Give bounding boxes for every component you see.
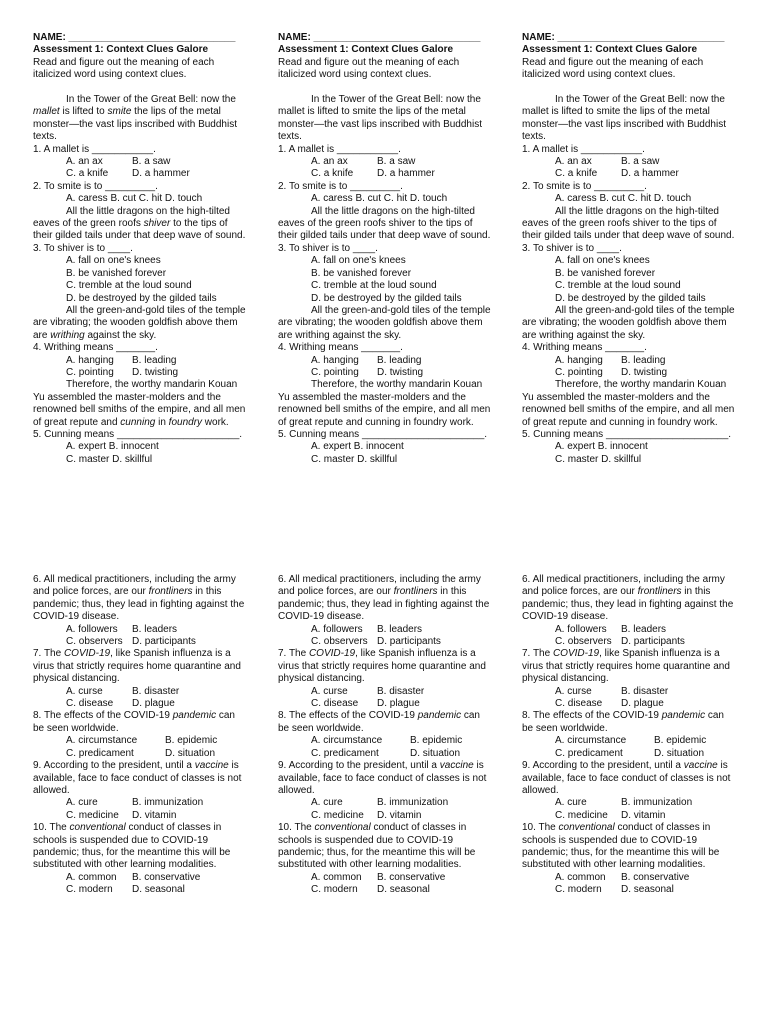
q7-options-ab: A. curse B. disaster <box>555 685 669 697</box>
question-6: 6. All medical practitioners, including the army and police forces, are our frontliners in this pandemic; thus, they lead in fighting against the COVID-19 disease. <box>278 574 490 623</box>
passage-1: In the Tower of the Great Bell: now the mallet is lifted to smite the lips of the metal monster—the vast lips inscribed with Buddhist texts. <box>33 94 237 143</box>
q7-options-ab: A. curse B. disaster <box>311 685 425 697</box>
question-10: 10. The conventional conduct of classes in schools is suspended due to COVID-19 pandemic; thus, for the meantime this will be substituted with other learning modalities. <box>33 822 231 871</box>
question-2: 2. To smite is to _________. <box>33 180 158 192</box>
q5-options-ab: A. expert B. innocent <box>66 441 159 453</box>
q1-options-ab: A. an ax B. a saw <box>555 156 660 168</box>
q7-options-cd: C. disease D. plague <box>555 698 664 710</box>
q8-options-ab: A. circumstance B. epidemic <box>311 735 463 747</box>
q4-options-cd: C. pointing D. twisting <box>311 366 424 378</box>
question-6: 6. All medical practitioners, including the army and police forces, are our frontliners in this pandemic; thus, they lead in fighting against the COVID-19 disease. <box>33 574 245 623</box>
question-7: 7. The COVID-19, like Spanish influenza is a virus that strictly requires home quarantine and physical distancing. <box>522 648 730 685</box>
q3-option-b: B. be vanished forever <box>66 267 167 279</box>
q10-options-cd: C. modern D. seasonal <box>66 884 185 896</box>
q10-options-cd: C. modern D. seasonal <box>555 884 674 896</box>
q8-options-cd: C. predicament D. situation <box>555 747 705 759</box>
q2-options: A. caress B. cut C. hit D. touch <box>555 193 692 205</box>
question-4: 4. Writhing means _______. <box>278 342 403 354</box>
q4-options-ab: A. hanging B. leading <box>555 354 666 366</box>
assessment-title: Assessment 1: Context Clues Galore <box>33 44 209 56</box>
q1-options-cd: C. a knife D. a hammer <box>311 168 435 180</box>
passage-2: All the little dragons on the high-tilted eaves of the green roofs shiver to the tips of their gilded tails under that deep wave of sound. <box>278 205 491 242</box>
q5-options-cd: C. master D. skillful <box>555 453 642 465</box>
passage-4: Therefore, the worthy mandarin Kouan Yu assembled the master-molders and the renowned bell smiths of the empire, and all men of great repute and cunning in foundry work. <box>33 379 246 428</box>
question-3: 3. To shiver is to ____. <box>522 242 622 254</box>
q7-options-cd: C. disease D. plague <box>311 698 420 710</box>
q4-options-ab: A. hanging B. leading <box>311 354 422 366</box>
instructions: Read and figure out the meaning of each italicized word using context clues. <box>33 56 215 81</box>
name-line: NAME: ______________________________ <box>522 32 725 43</box>
q3-option-c: C. tremble at the loud sound <box>555 280 681 292</box>
instructions: Read and figure out the meaning of each italicized word using context clues. <box>278 56 460 81</box>
question-10: 10. The conventional conduct of classes in schools is suspended due to COVID-19 pandemic; thus, for the meantime this will be substituted with other learning modalities. <box>278 822 476 871</box>
q4-options-cd: C. pointing D. twisting <box>66 366 179 378</box>
q2-options: A. caress B. cut C. hit D. touch <box>66 193 203 205</box>
q3-option-c: C. tremble at the loud sound <box>66 280 192 292</box>
q3-option-d: D. be destroyed by the gilded tails <box>311 292 462 304</box>
worksheet-column-3-top <box>522 32 737 466</box>
q10-options-ab: A. common B. conservative <box>66 871 201 883</box>
q9-options-ab: A. cure B. immunization <box>555 797 693 809</box>
q4-options-cd: C. pointing D. twisting <box>555 366 668 378</box>
q8-options-ab: A. circumstance B. epidemic <box>66 735 218 747</box>
question-9: 9. According to the president, until a vaccine is available, face to face conduct of classes is not allowed. <box>278 760 487 796</box>
q3-option-a: A. fall on one's knees <box>311 255 406 267</box>
q3-option-a: A. fall on one's knees <box>555 255 650 267</box>
question-10: 10. The conventional conduct of classes in schools is suspended due to COVID-19 pandemic; thus, for the meantime this will be substituted with other learning modalities. <box>522 822 720 871</box>
question-2: 2. To smite is to _________. <box>278 180 403 192</box>
passage-2: All the little dragons on the high-tilted eaves of the green roofs shiver to the tips of their gilded tails under that deep wave of sound. <box>522 205 735 242</box>
question-3: 3. To shiver is to ____. <box>278 242 378 254</box>
q4-options-ab: A. hanging B. leading <box>66 354 177 366</box>
assessment-title: Assessment 1: Context Clues Galore <box>278 44 454 56</box>
q6-options-cd: C. observers D. participants <box>555 636 685 648</box>
question-8: 8. The effects of the COVID-19 pandemic can be seen worldwide. <box>522 710 724 734</box>
q5-options-ab: A. expert B. innocent <box>311 441 404 453</box>
passage-4: Therefore, the worthy mandarin Kouan Yu assembled the master-molders and the renowned bell smiths of the empire, and all men of great repute and cunning in foundry work. <box>278 379 491 428</box>
q1-options-cd: C. a knife D. a hammer <box>555 168 679 180</box>
question-1: 1. A mallet is ___________. <box>33 143 156 155</box>
question-3: 3. To shiver is to ____. <box>33 242 133 254</box>
q2-options: A. caress B. cut C. hit D. touch <box>311 193 448 205</box>
question-8: 8. The effects of the COVID-19 pandemic can be seen worldwide. <box>278 710 480 734</box>
question-7: 7. The COVID-19, like Spanish influenza is a virus that strictly requires home quarantine and physical distancing. <box>33 648 241 685</box>
name-line: NAME: ______________________________ <box>33 32 236 43</box>
q8-options-cd: C. predicament D. situation <box>311 747 461 759</box>
worksheet-column-1-top <box>33 32 248 466</box>
q8-options-ab: A. circumstance B. epidemic <box>555 735 707 747</box>
question-4: 4. Writhing means _______. <box>33 342 158 354</box>
question-5: 5. Cunning means ______________________. <box>522 428 732 440</box>
question-9: 9. According to the president, until a vaccine is available, face to face conduct of classes is not allowed. <box>33 760 242 796</box>
q9-options-cd: C. medicine D. vitamin <box>66 809 177 821</box>
q7-options-cd: C. disease D. plague <box>66 698 175 710</box>
worksheet-column-3-bottom <box>522 574 737 897</box>
q9-options-ab: A. cure B. immunization <box>311 797 449 809</box>
question-1: 1. A mallet is ___________. <box>278 143 401 155</box>
q10-options-cd: C. modern D. seasonal <box>311 884 430 896</box>
q8-options-cd: C. predicament D. situation <box>66 747 216 759</box>
q6-options-ab: A. followers B. leaders <box>66 623 178 635</box>
worksheet-column-1-bottom <box>33 574 248 897</box>
question-5: 5. Cunning means ______________________. <box>33 428 243 440</box>
question-8: 8. The effects of the COVID-19 pandemic can be seen worldwide. <box>33 710 235 734</box>
q5-options-cd: C. master D. skillful <box>311 453 398 465</box>
q5-options-ab: A. expert B. innocent <box>555 441 648 453</box>
q6-options-ab: A. followers B. leaders <box>555 623 667 635</box>
q6-options-ab: A. followers B. leaders <box>311 623 423 635</box>
question-4: 4. Writhing means _______. <box>522 342 647 354</box>
question-1: 1. A mallet is ___________. <box>522 143 645 155</box>
q1-options-ab: A. an ax B. a saw <box>311 156 416 168</box>
passage-3: All the green-and-gold tiles of the temple are vibrating; the wooden goldfish above them are writhing against the sky. <box>33 304 246 341</box>
q5-options-cd: C. master D. skillful <box>66 453 153 465</box>
q1-options-ab: A. an ax B. a saw <box>66 156 171 168</box>
passage-3: All the green-and-gold tiles of the temple are vibrating; the wooden goldfish above them are writhing against the sky. <box>278 304 491 341</box>
q6-options-cd: C. observers D. participants <box>311 636 441 648</box>
q7-options-ab: A. curse B. disaster <box>66 685 180 697</box>
q1-options-cd: C. a knife D. a hammer <box>66 168 190 180</box>
passage-1: In the Tower of the Great Bell: now the mallet is lifted to smite the lips of the metal monster—the vast lips inscribed with Buddhist texts. <box>522 94 726 143</box>
q3-option-a: A. fall on one's knees <box>66 255 161 267</box>
question-5: 5. Cunning means ______________________. <box>278 428 488 440</box>
q9-options-cd: C. medicine D. vitamin <box>555 809 666 821</box>
question-7: 7. The COVID-19, like Spanish influenza is a virus that strictly requires home quarantine and physical distancing. <box>278 648 486 685</box>
q3-option-d: D. be destroyed by the gilded tails <box>555 292 706 304</box>
q10-options-ab: A. common B. conservative <box>311 871 446 883</box>
worksheet-column-2-top <box>278 32 493 466</box>
q9-options-cd: C. medicine D. vitamin <box>311 809 422 821</box>
passage-4: Therefore, the worthy mandarin Kouan Yu assembled the master-molders and the renowned bell smiths of the empire, and all men of great repute and cunning in foundry work. <box>522 379 735 428</box>
worksheet-column-2-bottom <box>278 574 493 897</box>
name-line: NAME: ______________________________ <box>278 32 481 43</box>
q3-option-b: B. be vanished forever <box>311 267 412 279</box>
q9-options-ab: A. cure B. immunization <box>66 797 204 809</box>
question-9: 9. According to the president, until a vaccine is available, face to face conduct of classes is not allowed. <box>522 760 731 796</box>
q6-options-cd: C. observers D. participants <box>66 636 196 648</box>
q3-option-b: B. be vanished forever <box>555 267 656 279</box>
instructions: Read and figure out the meaning of each italicized word using context clues. <box>522 56 704 81</box>
assessment-title: Assessment 1: Context Clues Galore <box>522 44 698 56</box>
passage-2: All the little dragons on the high-tilted eaves of the green roofs shiver to the tips of their gilded tails under that deep wave of sound. <box>33 205 246 242</box>
q3-option-c: C. tremble at the loud sound <box>311 280 437 292</box>
passage-1: In the Tower of the Great Bell: now the mallet is lifted to smite the lips of the metal monster—the vast lips inscribed with Buddhist texts. <box>278 94 482 143</box>
q10-options-ab: A. common B. conservative <box>555 871 690 883</box>
q3-option-d: D. be destroyed by the gilded tails <box>66 292 217 304</box>
passage-3: All the green-and-gold tiles of the temple are vibrating; the wooden goldfish above them are writhing against the sky. <box>522 304 735 341</box>
question-2: 2. To smite is to _________. <box>522 180 647 192</box>
question-6: 6. All medical practitioners, including the army and police forces, are our frontliners in this pandemic; thus, they lead in fighting against the COVID-19 disease. <box>522 574 734 623</box>
